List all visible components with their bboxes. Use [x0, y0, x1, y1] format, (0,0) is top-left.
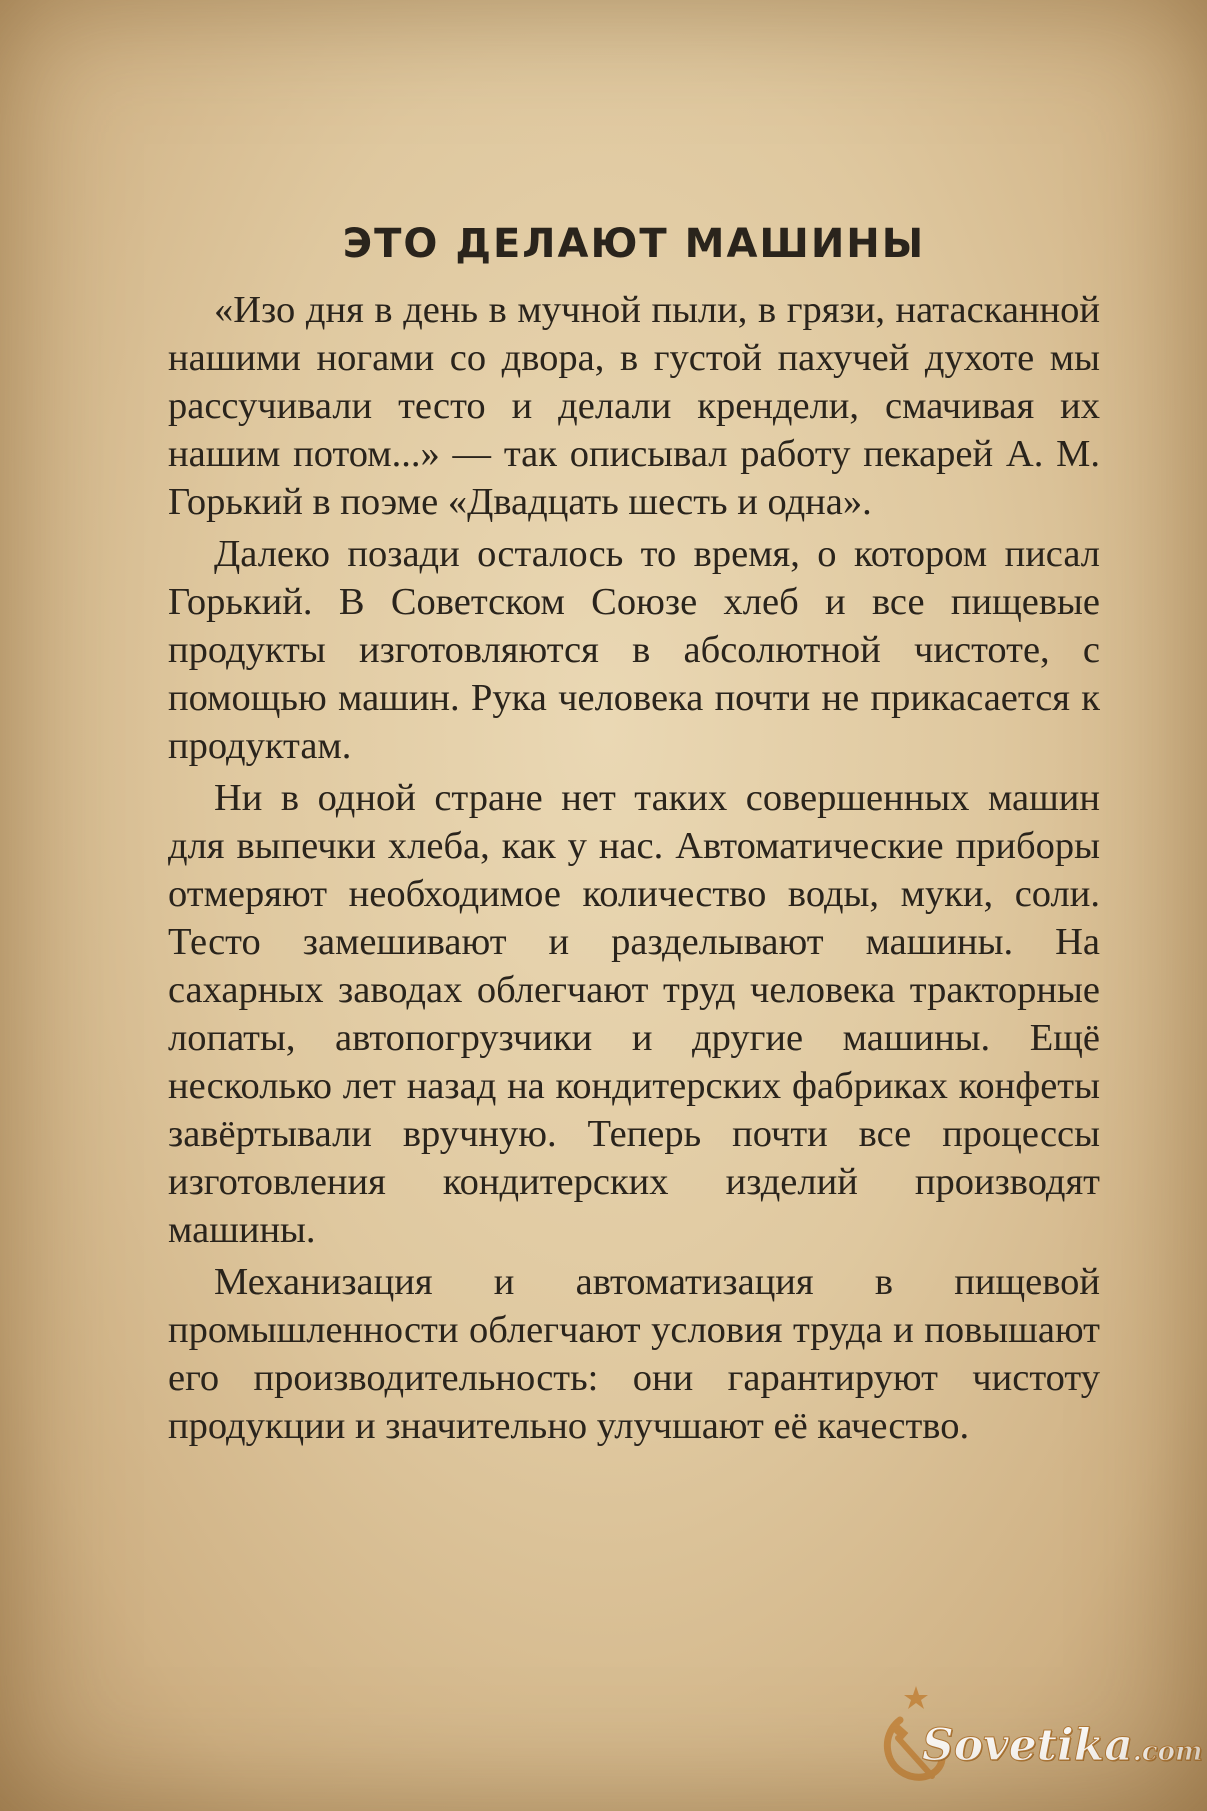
paragraph-2: Далеко позади осталось то время, о котором писал Горький. В Советском Союзе хлеб и все пищевые продукты изготовляются в абсолютной чистоте, с помощью машин. Рука человека почти не прикасается к продуктам. [168, 533, 1100, 767]
watermark-text [922, 1720, 1202, 1771]
watermark-domain: .com [1132, 1737, 1203, 1767]
sovetika-watermark [870, 1680, 1203, 1800]
paragraph-3: Ни в одной стране нет таких совершенных машин для выпечки хлеба, как у нас. Автоматические приборы отмеряют необходимое количество воды, муки, соли. Тесто замешивают и разделывают машины. На сахарных заводах облегчают труд человека тракторные лопаты, автопогрузчики и другие машины. Ещё несколько лет назад на кондитерских фабриках конфеты завёртывали вручную. Теперь почти все процессы изготовления кондитерских изделий производят машины. [168, 777, 1100, 1251]
article [168, 222, 1100, 1454]
paragraph-4: Механизация и автоматизация в пищевой промышленности облегчают условия труда и повышают его производительность: они гарантируют чистоту продукции и значительно улучшают её качество. [168, 1261, 1100, 1447]
article-title: ЭТО ДЕЛАЮТ МАШИНЫ [342, 221, 926, 267]
paragraph-1: «Изо дня в день в мучной пыли, в грязи, натасканной нашими ногами со двора, в густой пахучей духоте мы рассучивали тесто и делали крендели, смачивая их нашим потом...» — так описывал работу пекарей А. М. Горький в поэме «Двадцать шесть и одна». [168, 289, 1100, 523]
watermark-name: Sovetika [922, 1720, 1133, 1771]
